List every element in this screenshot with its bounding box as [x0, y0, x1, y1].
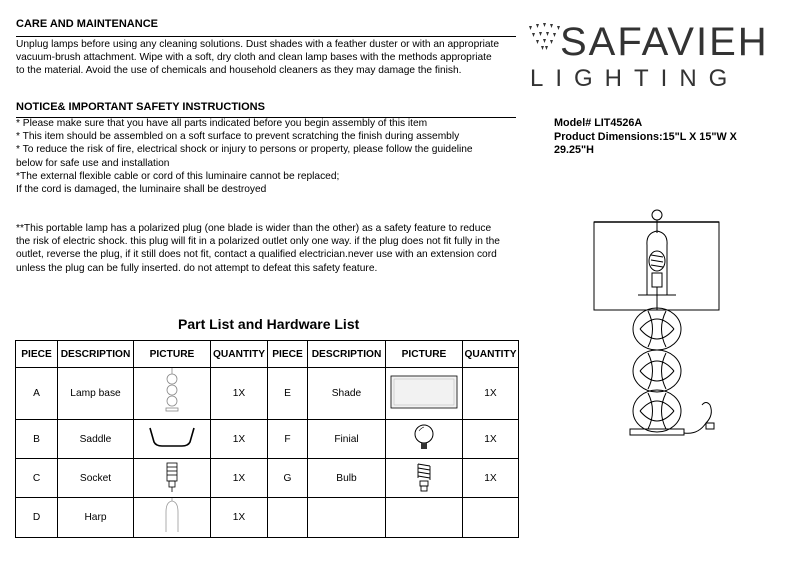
picture-cell — [386, 420, 463, 459]
col-header: PICTURE — [134, 341, 211, 368]
col-header: DESCRIPTION — [308, 341, 386, 368]
description-cell: Shade — [308, 368, 386, 420]
quantity-cell: 1X — [463, 368, 519, 420]
picture-cell — [386, 368, 463, 420]
bulb-icon — [415, 460, 433, 494]
parts-table — [15, 340, 519, 538]
col-header: PIECE — [16, 341, 58, 368]
notice-heading: NOTICE& IMPORTANT SAFETY INSTRUCTIONS — [16, 101, 265, 113]
model-number: Model# LIT4526A — [554, 117, 643, 129]
plug-line: outlet, reverse the plug, if it still does not fit, contact a qualified electrician.never use with an extension cord — [16, 249, 497, 261]
picture-cell — [386, 459, 463, 498]
piece-cell: G — [268, 459, 308, 498]
finial-icon — [412, 422, 436, 454]
quantity-cell: 1X — [211, 368, 268, 420]
plug-line: unless the plug can be fully inserted. do not attempt to defeat this safety feature. — [16, 262, 378, 274]
piece-cell: C — [16, 459, 58, 498]
quantity-cell: 1X — [211, 498, 268, 538]
care-text — [16, 38, 516, 78]
piece-cell — [268, 498, 308, 538]
plug-line: **This portable lamp has a polarized plug (one blade is wider than the other) as a safety feature to reduce — [16, 223, 492, 234]
table-header-row — [16, 341, 519, 368]
col-header: QUANTITY — [211, 341, 268, 368]
divider — [16, 36, 516, 37]
notice-line: below for safe use and installation — [16, 157, 170, 169]
plug-line: the risk of electric shock. this plug will fit in a polarized outlet only one way. if the plug does not fit fully in the — [16, 236, 500, 248]
picture-cell — [134, 420, 211, 459]
table-row — [16, 368, 519, 420]
picture-cell — [134, 498, 211, 538]
care-line: Unplug lamps before using any cleaning solutions. Dust shades with a feather duster or with an appropriate — [16, 39, 500, 50]
piece-cell: F — [268, 420, 308, 459]
product-dimensions-cont: 29.25"H — [554, 144, 594, 156]
quantity-cell — [463, 498, 519, 538]
notice-line: * To reduce the risk of fire, electrical shock or injury to persons or property, please follow the guideline — [16, 144, 473, 156]
notice-line: * This item should be assembled on a soft surface to prevent scratching the finish during assembly — [16, 131, 460, 143]
col-header: PICTURE — [386, 341, 463, 368]
picture-cell — [134, 368, 211, 420]
care-line: vacuum-brush attachment. Wipe with a soft, dry cloth and clean lamp bases with the methods appropriate — [16, 52, 492, 64]
notice-text — [16, 117, 516, 196]
piece-cell: E — [268, 368, 308, 420]
brand-sub: LIGHTING — [530, 65, 740, 92]
quantity-cell: 1X — [211, 420, 268, 459]
product-spec — [554, 117, 784, 158]
col-header: PIECE — [268, 341, 308, 368]
table-row — [16, 420, 519, 459]
notice-line: * Please make sure that you have all parts indicated before you begin assembly of this item — [16, 118, 428, 129]
socket-icon — [164, 461, 180, 493]
harp-icon — [160, 498, 184, 534]
picture-cell — [386, 498, 463, 538]
saddle-icon — [144, 424, 200, 452]
lamp-illustration — [588, 205, 728, 445]
quantity-cell: 1X — [211, 459, 268, 498]
quantity-cell: 1X — [463, 459, 519, 498]
description-cell: Socket — [58, 459, 134, 498]
brand-name: SAFAVIEH — [560, 20, 769, 64]
description-cell — [308, 498, 386, 538]
product-dimensions: Product Dimensions:15"L X 15"W X — [554, 130, 737, 143]
lamp-base-icon — [162, 368, 182, 416]
description-cell: Lamp base — [58, 368, 134, 420]
piece-cell: D — [16, 498, 58, 538]
shade-icon — [389, 373, 459, 411]
table-row — [16, 498, 519, 538]
col-header: QUANTITY — [463, 341, 519, 368]
care-line: to the material. Avoid the use of chemicals and household cleaners as they may damage the finish. — [16, 65, 462, 77]
description-cell: Saddle — [58, 420, 134, 459]
description-cell: Harp — [58, 498, 134, 538]
col-header: DESCRIPTION — [58, 341, 134, 368]
table-row — [16, 459, 519, 498]
notice-line: *The external flexible cable or cord of this luminaire cannot be replaced; — [16, 170, 340, 182]
chandelier-logo-icon — [526, 22, 560, 52]
description-cell: Finial — [308, 420, 386, 459]
piece-cell: A — [16, 368, 58, 420]
piece-cell: B — [16, 420, 58, 459]
description-cell: Bulb — [308, 459, 386, 498]
quantity-cell: 1X — [463, 420, 519, 459]
care-heading: CARE AND MAINTENANCE — [16, 18, 158, 30]
picture-cell — [134, 459, 211, 498]
plug-text — [16, 222, 521, 275]
notice-line: If the cord is damaged, the luminaire shall be destroyed — [16, 184, 267, 196]
parts-title: Part List and Hardware List — [178, 316, 360, 332]
